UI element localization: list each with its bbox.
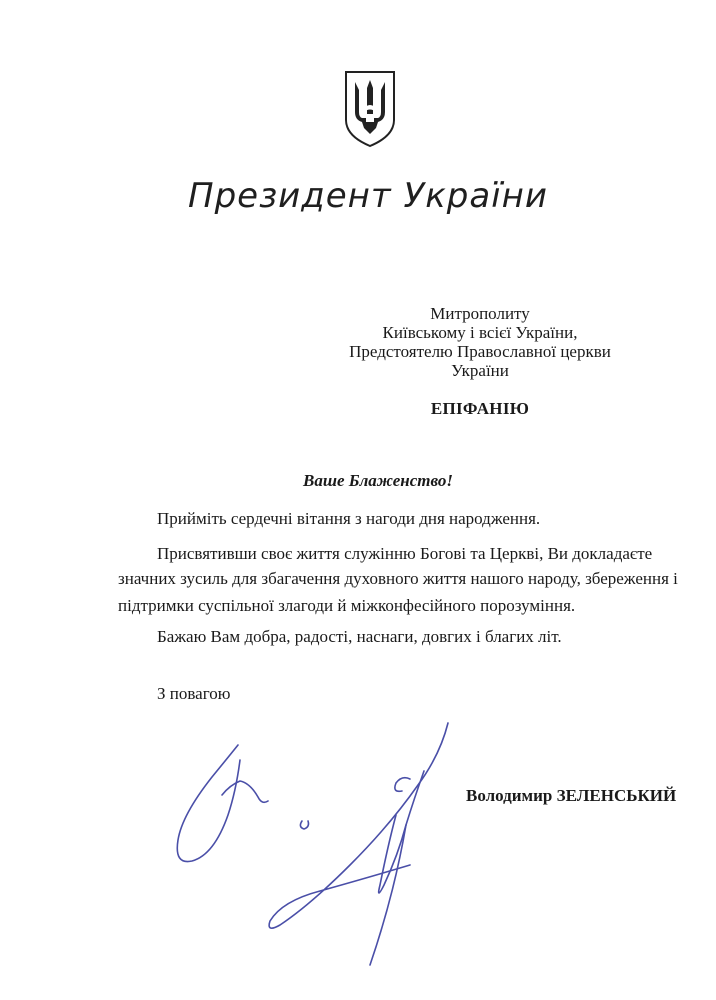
paragraph-greeting: Прийміть сердечні вітання з нагоди дня народження. xyxy=(157,509,541,528)
recipient-name: ЕПІФАНІЮ xyxy=(430,399,530,418)
addressee-line: Предстоятелю Православної церкви xyxy=(349,342,611,361)
handwritten-signature-icon xyxy=(170,715,470,980)
addressee-block xyxy=(300,304,660,380)
letterhead-title: Президент України xyxy=(188,176,548,216)
trident-coat-of-arms-icon xyxy=(340,68,400,148)
paragraph-line: Присвятивши своє життя служінню Богові та Церкві, Ви докладаєте xyxy=(157,544,653,563)
closing: З повагою xyxy=(157,684,231,703)
paragraph-wishes: Бажаю Вам добра, радості, наснаги, довгих і благих літ. xyxy=(157,627,562,646)
paragraph-line: підтримки суспільної злагоди й міжконфесійного порозуміння. xyxy=(118,596,576,615)
addressee-line: Київському і всієї України, xyxy=(382,323,578,342)
salutation: Ваше Блаженство! xyxy=(302,471,454,490)
addressee-line: України xyxy=(451,361,509,380)
addressee-line: Митрополиту xyxy=(430,304,530,323)
signer-name: Володимир ЗЕЛЕНСЬКИЙ xyxy=(466,786,677,805)
paragraph-line: значних зусиль для збагачення духовного життя нашого народу, збереження і xyxy=(118,569,678,588)
